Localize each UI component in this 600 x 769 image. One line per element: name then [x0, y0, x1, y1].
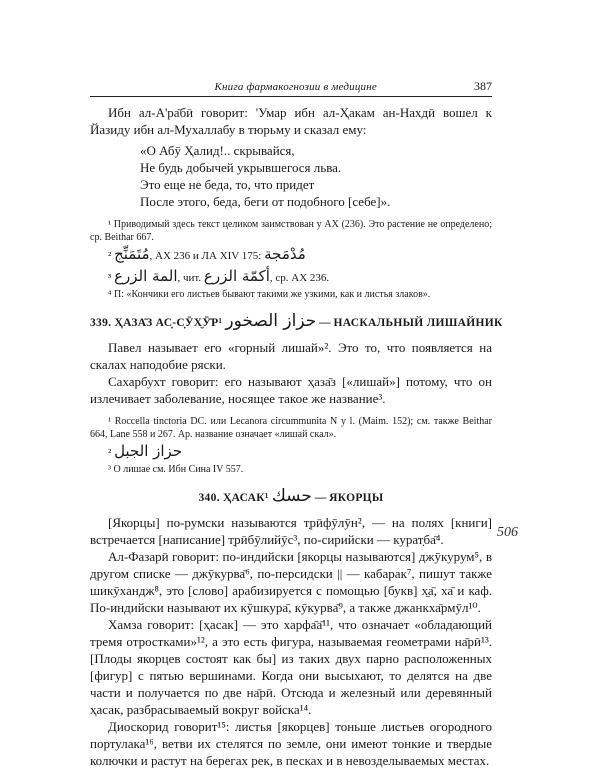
body-paragraph: Ал-Фазарӣ говорит: по-индийски [якорцы называются] джӯкурум⁵, в другом списке — джӯкурва̄⁶, по-персидски || — кабарак⁷, пишут также шикӯхандж⁸, это [слово] арабизируется с помощью [букв] х̱а̄, ха̄ и каф. По-индийски называют их кӯшкура̄, кӯкурва̄⁹, а также джанкха̄рмӯл¹⁰. — [90, 549, 492, 615]
footnote: ³ О лишае см. Ибн Сина IV 557. — [108, 464, 244, 475]
footnote-arabic-line — [108, 441, 492, 463]
verse-line: «О Абӯ Ҳалид!.. скрывайся, — [140, 143, 295, 158]
footnotes-block-1 — [90, 218, 492, 301]
footnote-reference: , чит. — [177, 272, 202, 284]
body-paragraph: Сахарбухт говорит: его называют ҳаза̄з [«лишай»] потому, что он излечивает заболевание, носящее такое же название³. — [90, 374, 492, 406]
footnote: ¹ Roccella tinctoria DC. или Lecanora circummunita N y l. (Maim. 152); см. также Beithar 664, Lane 558 и 267. Ар. название означает «лишай скал». — [90, 416, 492, 440]
arabic-word: حزاز الجبل — [114, 442, 183, 460]
footnote: ⁴ П: «Кончики его листьев бывают такими же узкими, как и листья злаков». — [108, 289, 431, 300]
body-paragraph: Хамза говорит: [ҳасак] — это харфа̄а̄¹¹, что означает «обладающий тремя отростками»¹², а это есть фигура, называемая геометрами на̄рӣ¹³. [Плоды якорцев состоят как бы] из таких двух парно расположенных [фигур] с пятью вершинами. Когда они высыхают, то делятся на две части и получается по две на̄рӣ. Отсюда и железный или деревянный ҳасак, разбрасываемый вокруг войска¹⁴. — [90, 617, 492, 717]
verse-line: После этого, беда, беги от подобного [себе]». — [140, 194, 391, 209]
footnote-number: ² — [108, 250, 112, 262]
body-paragraph: [Якорцы] по-румски называются т̣рӣфӯлӯн², — на полях [книги] встречается [написание] т̣рӣбӯлийӯс³, по-сирийски — курат̣ба̄⁴. — [90, 515, 492, 547]
intro-paragraph: Ибн ал-А'ра̄бӣ говорит: 'Умар ибн ал-Ҳакам ан-Нахдӣ вошел к Йазиду ибн ал-Мухаллабу в тюрьму и сказал ему: — [90, 105, 492, 137]
footnote: ¹ Приводимый здесь текст целиком заимствован у АХ (236). Это растение не определено; ср. Beithar 667. — [90, 219, 492, 243]
footnote-reference: , ср. АХ 236. — [269, 272, 330, 284]
arabic-word: أكمّة الزرع — [203, 267, 270, 285]
body-paragraph: Павел называет его «горный лишай»². Это то, что появляется на скалах наподобие ряски. — [90, 340, 492, 372]
arabic-word: مُتَمَنِّج — [114, 245, 150, 263]
verse-line: Это еще не беда, то, что придет — [140, 177, 315, 192]
body-paragraph: Диоскорид говорит¹⁵: листья [якорцев] тоньше листьев огородного портулака¹⁶, ветви их стелятся по земле, они имеют тонкие и твердые колючки и растут на берегах рек, в песках и в невозделываемых местах. — [90, 719, 492, 768]
section-heading-340 — [90, 486, 492, 506]
arabic-word: المة الزرع — [114, 267, 178, 285]
verse-line: Не будь добычей укрывшегося льва. — [140, 160, 342, 175]
heading-suffix: — ЯКОРЦЫ — [314, 492, 384, 504]
verse-block — [140, 142, 492, 210]
page-body — [90, 104, 503, 769]
heading-suffix: — НАСКАЛЬНЫЙ ЛИШАЙНИК — [319, 317, 503, 329]
footnote-number: ² — [108, 447, 112, 459]
footnotes-block-2 — [90, 415, 492, 476]
heading-prefix: 339. ҲАЗА̄З АС̣-С̣ӮХ̮Ӯ̄Р¹ — [90, 317, 223, 329]
section-heading-339 — [90, 311, 503, 331]
footnote-number: ³ — [108, 272, 112, 284]
footnote-arabic-line — [108, 244, 492, 266]
arabic-word: مُدْمَجة — [264, 245, 306, 263]
footnote-arabic-line — [108, 266, 492, 288]
footnote-reference: , АХ 236 и ЛА XIV 175: — [149, 250, 262, 262]
margin-folio-number: 506 — [497, 525, 518, 540]
running-title: Книга фармакогнозии в медицине — [214, 81, 377, 93]
page-number: 387 — [474, 79, 492, 93]
heading-prefix: 340. ҲАСАК¹ — [198, 492, 269, 504]
running-header — [90, 79, 492, 97]
heading-arabic: حزاز الصخور — [225, 311, 317, 331]
heading-arabic: حسك — [271, 486, 312, 506]
